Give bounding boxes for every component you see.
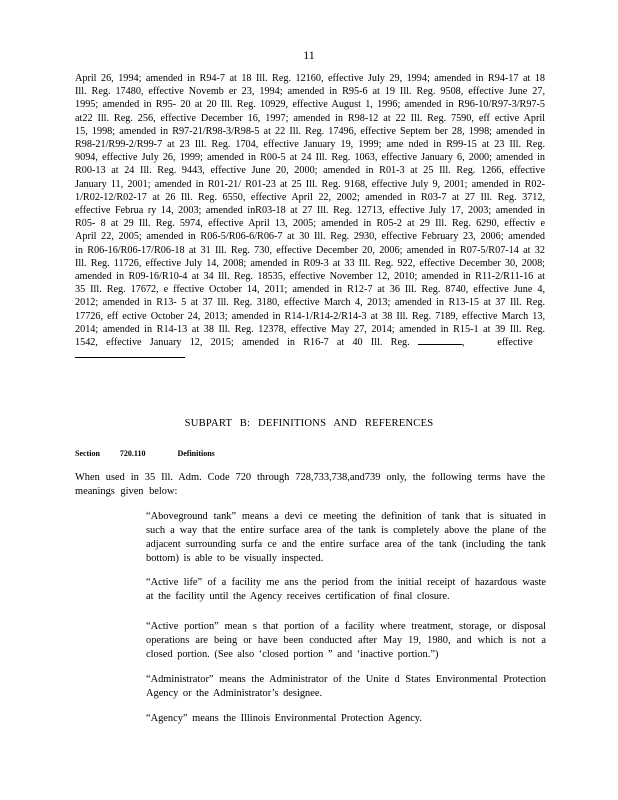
source-history-paragraph: April 26, 1994; amended in R94-7 at 18 Ill. Reg. 12160, effective July 29, 1994; amended in R94-17 at 18 Ill. Reg. 17480, effective Novemb er 23, 1994; amended in R95-6 at 19 Ill. Reg. 9508, effective June 27, 1995; amended in R95- 20 at 20 Ill. Reg. 10929, effective August 1, 1996; amended in R96-10/R97-3/R97-5 at22 Ill. Reg. 256, effective December 16, 1997; amended in R98-12 at 22 Ill. Reg. 7590, eff ective April 15, 1998; amended in R97-21/R98-3/R98-5 at 22 Ill. Reg. 17496, effective Septem ber 28, 1998; amended in R98-21/R99-2/R99-7 at 23 Ill. Reg. 1704, effective January 19, 1999; ame nded in R99-15 at 23 Ill. Reg. 9094, effective July 26, 1999; amended in R00-5 at 24 Ill. Reg. 1063, effective January 6, 2000; amended in R00-13 at 24 Ill. Reg. 9443, effective June 20, 2000; amended in R01-3 at 25 Ill. Reg. 1266, effective January 11, 2001; amended in R01-21/ R01-23 at 25 Ill. Reg. 9168, effective July 9, 2001; amended in R02-1/R02-12/R02-17 at 26 Ill. Reg. 6550, effective April 22, 2002; amended in R03-7 at 27 Ill. Reg. 3712, effective Februa ry 14, 2003; amended inR03-18 at 27 Ill. Reg. 12713, effective July 17, 2003; amended in R05- 8 at 29 Ill. Reg. 5974, effective April 13, 2005; amended in R05-2 at 29 Ill. Reg. 6290, effectiv e April 22, 2005; amended in R06-5/R06-6/R06-7 at 30 Ill. Reg. 2930, effective February 23, 2006; amended in R06-16/R06-17/R06-18 at 31 Ill. Reg. 730, effective December 20, 2006; amended in R07-5/R07-14 at 32 Ill. Reg. 11726, effective July 14, 2008; amended in R09-3 at 33 Ill. Reg. 922, effective December 30, 2008; amended in R09-16/R10-4 at 34 Ill. Reg. 18535, effective November 12, 2010; amended in R11-2/R11-16 at 35 Ill. Reg. 17672, e ffective October 14, 2011; amended in R12-7 at 36 Ill. Reg. 8740, effective June 4, 2012; amended in R13- 5 at 37 Ill. Reg. 3180, effective March 4, 2013; amended in R13-15 at 37 Ill. Reg. 17726, eff ective October 24, 2013; amended in R14-1/R14-2/R14-3 at 38 Ill. Reg. 7189, effective March 13, 2014; amended in R14-13 at 38 Ill. Reg. 12378, effective May 27, 2014; amended in R15-1 at 39 Ill. Reg. 1542, effective January 12, 2015; amended in R16-7 at 40 Ill. Reg. , effective [75,72,545,362]
definition-administrator: “Administrator” means the Administrator of the Unite d States Environmental Protection Agency or the Administrator’s designee. [146,674,546,699]
intro-paragraph: When used in 35 Ill. Adm. Code 720 through 728,733,738,and739 only, the following terms have the meanings given below: [75,472,545,497]
definition-aboveground-tank: “Aboveground tank” means a devi ce meeting the definition of tank that is situated in such a way that the entire surface area of the tank is completely above the plane of the adjacent surrounding surfa ce and the entire surface area of the tank (including the tank bottom) is able to be visually inspected. [146,511,546,564]
definition-active-portion: “Active portion” mean s that portion of a facility where treatment, storage, or disposal operations are being or have been conducted after May 19, 1980, and which is not a closed portion. (See also ‘closed portion ” and ‘inactive portion.”) [146,621,546,660]
page-number: 11 [303,48,315,62]
section-number: 720.110 [119,449,146,458]
definition-agency: “Agency” means the Illinois Environmental Protection Agency. [146,713,422,724]
blank-line-reg [418,344,462,345]
subpart-heading: SUBPART B: DEFINITIONS AND REFERENCES [184,418,434,429]
section-title: Definitions [177,449,215,458]
history-effective-word: effective [497,337,533,349]
history-text: April 26, 1994; amended in R94-7 at 18 Ill. Reg. 12160, effective July 29, 1994; amended in R94-17 at 18 Ill. Reg. 17480, effective Novemb er 23, 1994; amended in R95-6 at 19 Ill. Reg. 9508, effective June 27, 1995; amended in R95- 20 at 20 Ill. Reg. 10929, effective August 1, 1996; amended in R96-10/R97-3/R97-5 at22 Ill. Reg. 256, effective December 16, 1997; amended in R98-12 at 22 Ill. Reg. 7590, eff ective April 15, 1998; amended in R97-21/R98-3/R98-5 at 22 Ill. Reg. 17496, effective Septem ber 28, 1998; amended in R98-21/R99-2/R99-7 at 23 Ill. Reg. 1704, effective January 19, 1999; ame nded in R99-15 at 23 Ill. Reg. 9094, effective July 26, 1999; amended in R00-5 at 24 Ill. Reg. 1063, effective January 6, 2000; amended in R00-13 at 24 Ill. Reg. 9443, effective June 20, 2000; amended in R01-3 at 25 Ill. Reg. 1266, effective January 11, 2001; amended in R01-21/ R01-23 at 25 Ill. Reg. 9168, effective July 9, 2001; amended in R02-1/R02-12/R02-17 at 26 Ill. Reg. 6550, effective April 22, 2002; amended in R03-7 at 27 Ill. Reg. 3712, effective Februa ry 14, 2003; amended inR03-18 at 27 Ill. Reg. 12713, effective July 17, 2003; amended in R05- 8 at 29 Ill. Reg. 5974, effective April 13, 2005; amended in R05-2 at 29 Ill. Reg. 6290, effectiv e April 22, 2005; amended in R06-5/R06-6/R06-7 at 30 Ill. Reg. 2930, effective February 23, 2006; amended in R06-16/R06-17/R06-18 at 31 Ill. Reg. 730, effective December 20, 2006; amended in R07-5/R07-14 at 32 Ill. Reg. 11726, effective July 14, 2008; amended in R09-3 at 33 Ill. Reg. 922, effective December 30, 2008; amended in R09-16/R10-4 at 34 Ill. Reg. 18535, effective November 12, 2010; amended in R11-2/R11-16 at 35 Ill. Reg. 17672, e ffective October 14, 2011; amended in R12-7 at 36 Ill. Reg. 8740, effective June 4, 2012; amended in R13- 5 at 37 Ill. Reg. 3180, effective March 4, 2013; amended in R13-15 at 37 Ill. Reg. 17726, eff ective October 24, 2013; amended in R14-1/R14-2/R14-3 at 38 Ill. Reg. 7189, effective March 13, 2014; amended in R14-13 at 38 Ill. Reg. 12378, effective May 27, 2014; amended in R15-1 at 39 Ill. Reg. 1542, effective January 12, 2015; amended in R16-7 at 40 Ill. Reg. [75,73,545,349]
blank-line-date [75,357,185,358]
section-heading [75,449,215,458]
definition-active-life: “Active life” of a facility me ans the period from the initial receipt of hazardous waste at the facility until the Agency receives certification of final closure. [146,577,546,602]
section-label: Section [75,449,100,458]
